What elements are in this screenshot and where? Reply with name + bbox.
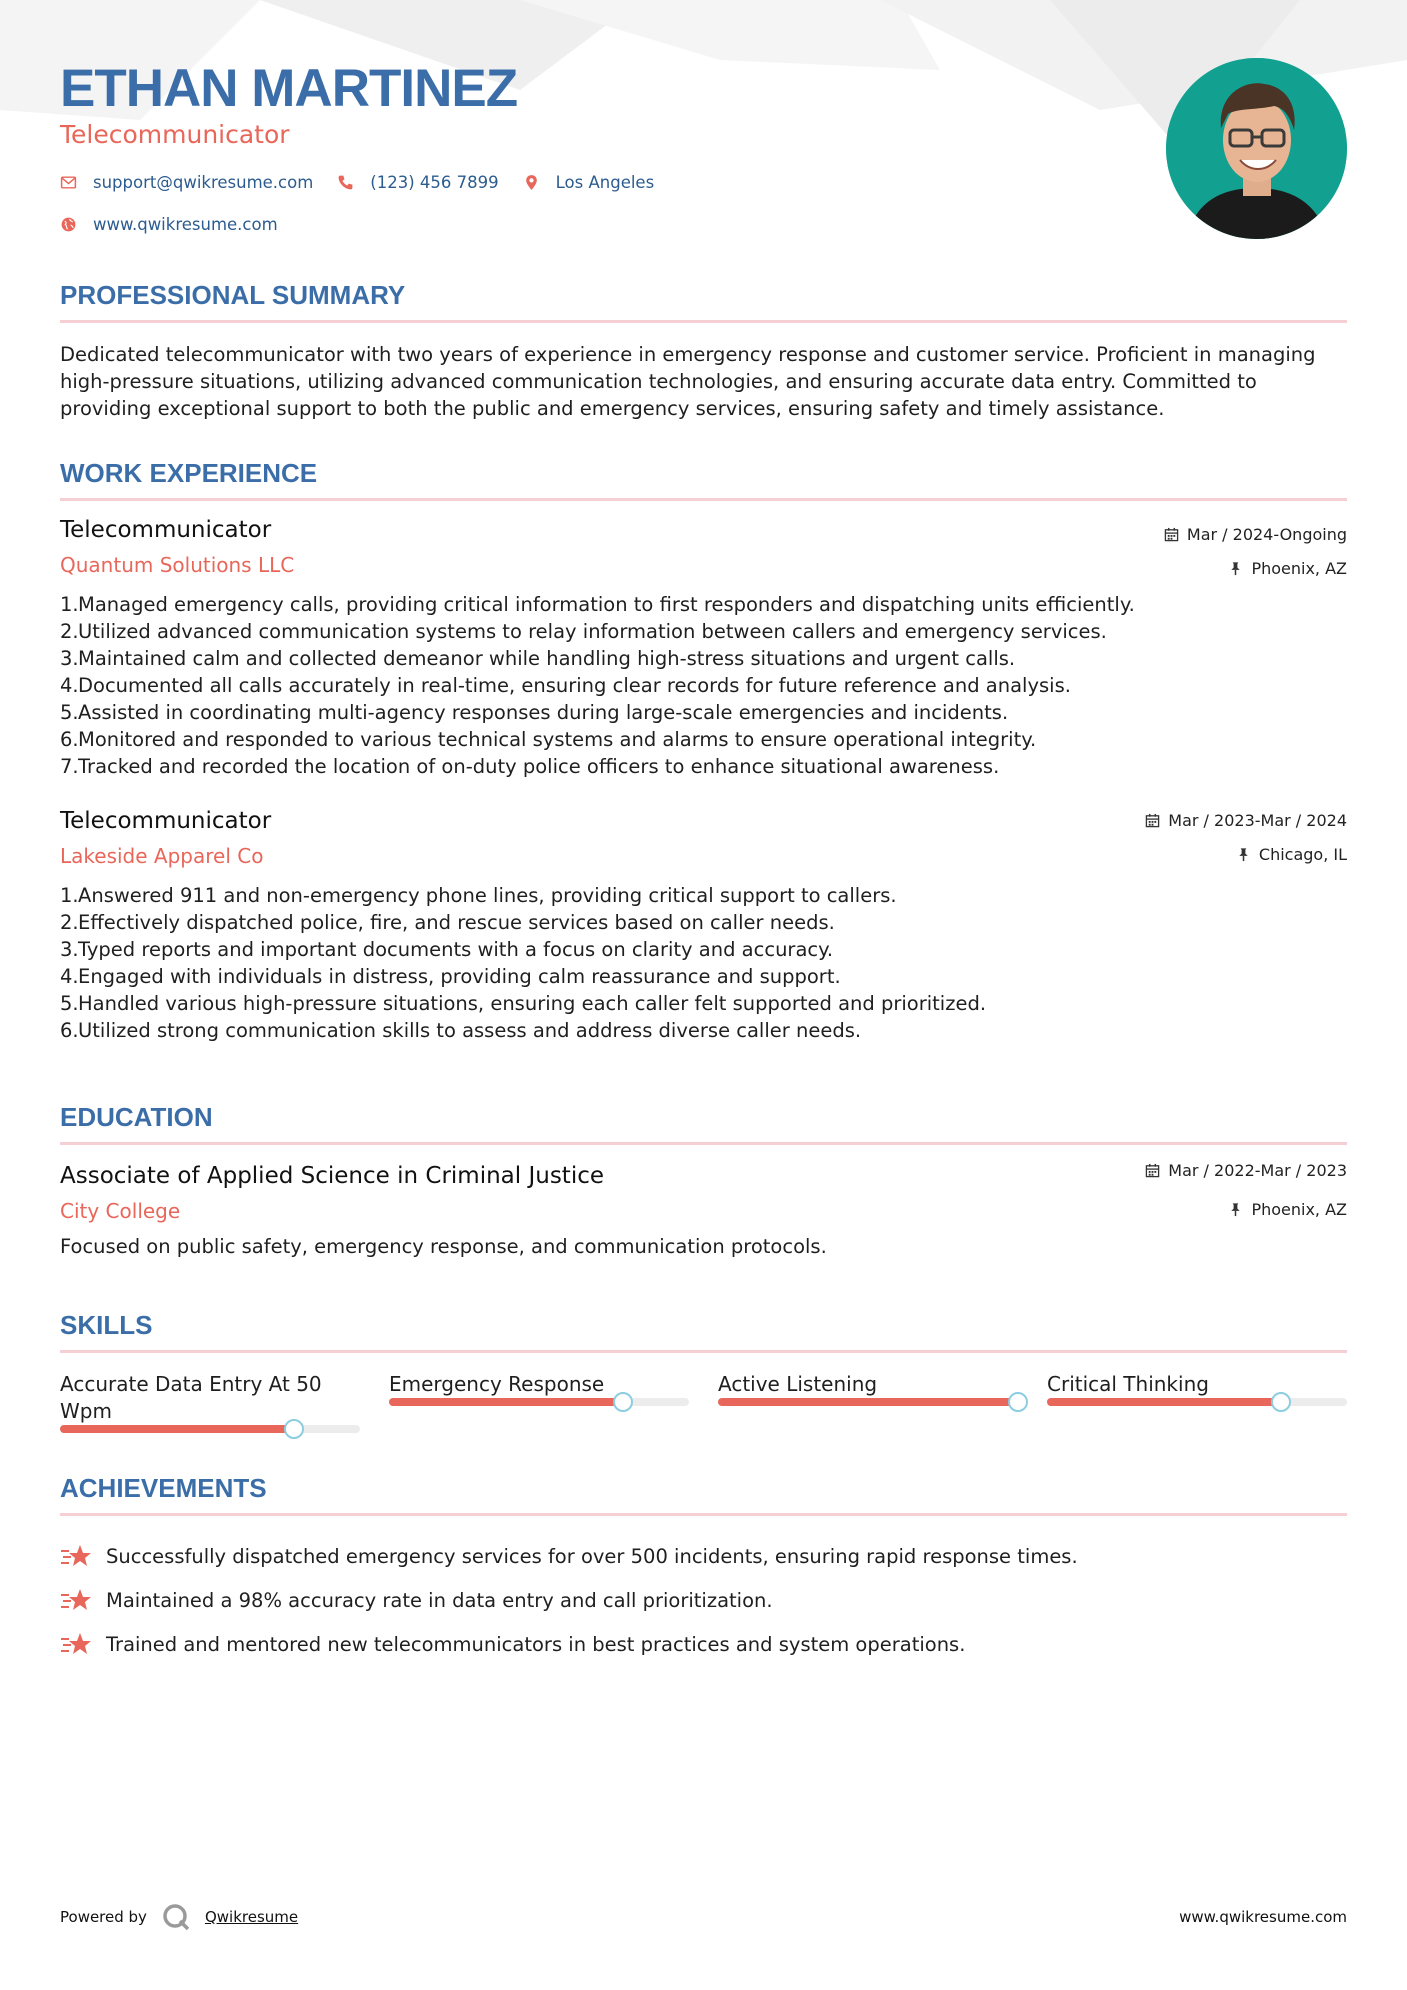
list-item: 4. Documented all calls accurately in real-time, ensuring clear records for future reference and analysis. <box>60 674 1071 697</box>
education-description: Focused on public safety, emergency response, and communication protocols. <box>60 1235 827 1258</box>
job-meta <box>1164 525 1347 578</box>
bullet-text: Tracked and recorded the location of on-duty police officers to enhance situational awareness. <box>78 755 1000 778</box>
avatar-illustration <box>1166 58 1347 239</box>
phone-icon <box>337 174 354 191</box>
section-divider <box>60 320 1347 323</box>
skill-bar-fill <box>60 1425 294 1433</box>
achievement-text: Trained and mentored new telecommunicators in best practices and system operations. <box>106 1632 966 1656</box>
powered-by-label: Powered by <box>60 1908 147 1926</box>
contact-phone[interactable] <box>337 173 498 192</box>
list-item: 2. Effectively dispatched police, fire, and rescue services based on caller needs. <box>60 911 835 934</box>
contact-email[interactable] <box>60 173 313 192</box>
skill-name: Critical Thinking <box>1047 1372 1209 1396</box>
skills-list <box>60 1371 1347 1433</box>
summary-text: Dedicated telecommunicator with two years of experience in emergency response and customer service. Proficient in managing high-pressure situations, utilizing advanced communication technologies, and ensuring accurate data entry. Committed to providing exceptional support to both the public and emergency services, ensuring safety and timely assistance. <box>60 343 1316 420</box>
pushpin-icon <box>1228 1202 1243 1217</box>
candidate-title: Telecommunicator <box>60 120 290 149</box>
map-pin-icon <box>523 174 540 191</box>
job-dates <box>1164 525 1347 544</box>
skill-bar <box>389 1398 689 1406</box>
contact-row-website <box>60 215 302 234</box>
list-item: 3. Typed reports and important documents with a focus on clarity and accuracy. <box>60 938 834 961</box>
job-dates <box>1145 811 1347 830</box>
achievements-section <box>60 1473 1347 1666</box>
job-dates-text: Mar / 2023-Mar / 2024 <box>1168 811 1347 830</box>
skill-name: Emergency Response <box>389 1372 605 1396</box>
footer-url[interactable]: www.qwikresume.com <box>1179 1908 1347 1926</box>
bullet-text: Monitored and responded to various technical systems and alarms to ensure operational integrity. <box>78 728 1037 751</box>
school-name: City College <box>60 1199 181 1223</box>
job-location-text: Chicago, IL <box>1258 845 1347 864</box>
list-item: 3. Maintained calm and collected demeanor while handling high-stress situations and urgent calls. <box>60 647 1016 670</box>
summary-section <box>60 280 1347 422</box>
section-divider <box>60 1513 1347 1516</box>
list-item: 1. Managed emergency calls, providing critical information to first responders and dispatching units efficiently. <box>60 593 1135 616</box>
calendar-icon <box>1164 527 1179 542</box>
contact-location <box>523 173 655 192</box>
bullet-text: Engaged with individuals in distress, providing calm reassurance and support. <box>78 965 841 988</box>
contact-website[interactable] <box>60 215 278 234</box>
location-text: Los Angeles <box>555 173 655 192</box>
skill-bar-knob <box>1271 1392 1291 1412</box>
skill-bar <box>1047 1398 1347 1406</box>
job-entry <box>60 517 1347 780</box>
qwikresume-link[interactable]: Qwikresume <box>204 1908 299 1926</box>
bullet-text: Utilized strong communication skills to assess and address diverse caller needs. <box>78 1019 862 1042</box>
list-item: 1. Answered 911 and non-emergency phone lines, providing critical support to callers. <box>60 884 897 907</box>
degree-title: Associate of Applied Science in Criminal Justice <box>60 1163 605 1189</box>
section-divider <box>60 498 1347 501</box>
skill-item <box>718 1371 1018 1433</box>
education-meta <box>1145 1161 1347 1219</box>
job-location-text: Phoenix, AZ <box>1251 559 1347 578</box>
skill-item <box>389 1371 689 1433</box>
list-item: 5. Handled various high-pressure situations, ensuring each caller felt supported and prioritized. <box>60 992 987 1015</box>
job-bullets <box>60 882 1347 1044</box>
job-title: Telecommunicator <box>60 808 272 834</box>
bullet-text: Typed reports and important documents with a focus on clarity and accuracy. <box>78 938 834 961</box>
education-dates-text: Mar / 2022-Mar / 2023 <box>1168 1161 1347 1180</box>
experience-section <box>60 458 1347 1044</box>
skill-bar-knob <box>1008 1392 1028 1412</box>
skill-item <box>1047 1371 1347 1433</box>
job-bullets <box>60 591 1347 780</box>
shooting-star-icon <box>60 1543 92 1569</box>
globe-icon <box>60 216 77 233</box>
skill-bar-fill <box>1047 1398 1281 1406</box>
qwikresume-logo-icon <box>161 1902 191 1932</box>
list-item <box>60 1534 1347 1578</box>
skill-name: Accurate Data Entry At 50 Wpm <box>60 1372 322 1423</box>
list-item: 6. Utilized strong communication skills to assess and address diverse caller needs. <box>60 1019 862 1042</box>
achievement-text: Successfully dispatched emergency services for over 500 incidents, ensuring rapid response times. <box>106 1544 1078 1568</box>
footer <box>60 1902 1347 1932</box>
job-dates-text: Mar / 2024-Ongoing <box>1186 525 1347 544</box>
pushpin-icon <box>1236 847 1251 862</box>
bullet-text: Handled various high-pressure situations, ensuring each caller felt supported and prioritized. <box>78 992 987 1015</box>
bullet-text: Documented all calls accurately in real-time, ensuring clear records for future reference and analysis. <box>78 674 1071 697</box>
skill-name: Active Listening <box>718 1372 878 1396</box>
education-dates <box>1145 1161 1347 1180</box>
experience-heading: WORK EXPERIENCE <box>60 458 318 488</box>
bullet-text: Utilized advanced communication systems to relay information between callers and emergency services. <box>78 620 1107 643</box>
bullet-text: Maintained calm and collected demeanor while handling high-stress situations and urgent calls. <box>78 647 1016 670</box>
skill-bar <box>60 1425 360 1433</box>
bullet-text: Assisted in coordinating multi-agency responses during large-scale emergencies and incidents. <box>78 701 1009 724</box>
calendar-icon <box>1145 813 1160 828</box>
education-heading: EDUCATION <box>60 1102 213 1132</box>
skills-section <box>60 1310 1347 1433</box>
bullet-text: Effectively dispatched police, fire, and rescue services based on caller needs. <box>78 911 835 934</box>
achievement-text: Maintained a 98% accuracy rate in data entry and call prioritization. <box>106 1588 773 1612</box>
envelope-icon <box>60 174 77 191</box>
bullet-text: Answered 911 and non-emergency phone lines, providing critical support to callers. <box>78 884 897 907</box>
job-meta <box>1145 811 1347 864</box>
list-item: 4. Engaged with individuals in distress, providing calm reassurance and support. <box>60 965 841 988</box>
resume-header <box>60 0 1347 250</box>
skill-bar-knob <box>284 1419 304 1439</box>
summary-heading: PROFESSIONAL SUMMARY <box>60 280 406 310</box>
job-entry <box>60 808 1347 1044</box>
list-item: 7. Tracked and recorded the location of on-duty police officers to enhance situational awareness. <box>60 755 1000 778</box>
achievements-list <box>60 1534 1347 1666</box>
job-company: Lakeside Apparel Co <box>60 844 264 868</box>
contact-row <box>60 173 678 192</box>
section-divider <box>60 1142 1347 1145</box>
profile-photo <box>1166 58 1347 239</box>
skill-bar <box>718 1398 1018 1406</box>
shooting-star-icon <box>60 1631 92 1657</box>
skills-heading: SKILLS <box>60 1310 153 1340</box>
calendar-icon <box>1145 1163 1160 1178</box>
pushpin-icon <box>1228 561 1243 576</box>
education-entry <box>60 1163 1347 1258</box>
website-text: www.qwikresume.com <box>93 215 278 234</box>
job-title: Telecommunicator <box>60 517 272 543</box>
education-location <box>1145 1200 1347 1219</box>
list-item: 5. Assisted in coordinating multi-agency responses during large-scale emergencies and incidents. <box>60 701 1009 724</box>
education-section <box>60 1102 1347 1258</box>
powered-by <box>60 1902 298 1932</box>
skill-bar-fill <box>389 1398 623 1406</box>
skill-bar-knob <box>613 1392 633 1412</box>
education-location-text: Phoenix, AZ <box>1251 1200 1347 1219</box>
shooting-star-icon <box>60 1587 92 1613</box>
skill-bar-fill <box>718 1398 1018 1406</box>
list-item: 6. Monitored and responded to various technical systems and alarms to ensure operational integrity. <box>60 728 1037 751</box>
list-item <box>60 1622 1347 1666</box>
skill-item <box>60 1371 360 1433</box>
section-divider <box>60 1350 1347 1353</box>
phone-text: (123) 456 7899 <box>370 173 499 192</box>
achievements-heading: ACHIEVEMENTS <box>60 1473 267 1503</box>
list-item <box>60 1578 1347 1622</box>
job-company: Quantum Solutions LLC <box>60 553 295 577</box>
bullet-text: Managed emergency calls, providing critical information to first responders and dispatching units efficiently. <box>78 593 1135 616</box>
email-text: support@qwikresume.com <box>93 173 314 192</box>
job-location <box>1145 845 1347 864</box>
list-item: 2. Utilized advanced communication systems to relay information between callers and emergency services. <box>60 620 1107 643</box>
job-location <box>1164 559 1347 578</box>
candidate-name: ETHAN MARTINEZ <box>60 59 518 118</box>
